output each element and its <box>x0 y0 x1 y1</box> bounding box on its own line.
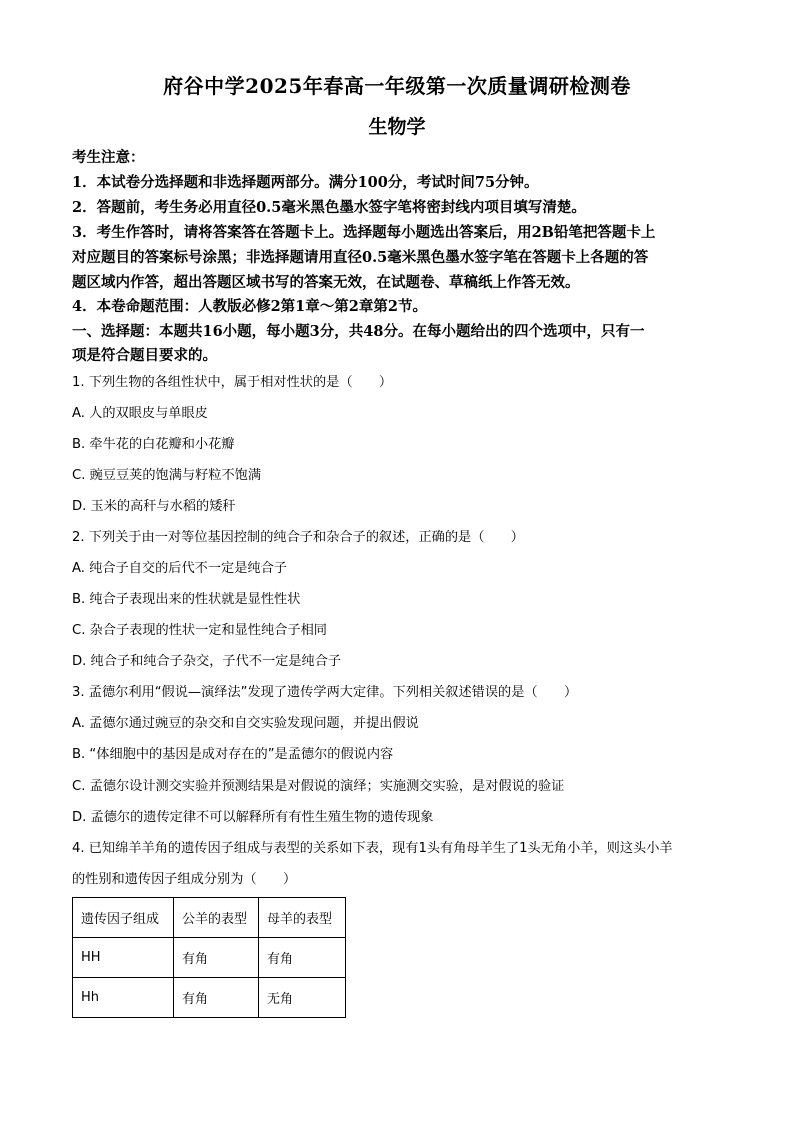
notice-line-4: 对应题目的答案标号涂黑；非选择题请用直径0.5毫米黑色墨水签字笔在答题卡上各题的答 <box>72 249 649 266</box>
table-row <box>73 978 346 1018</box>
table-cell: HH <box>73 938 174 978</box>
table-cell: 无角 <box>259 978 346 1018</box>
table-row <box>73 938 346 978</box>
table-header-cell: 公羊的表型 <box>174 898 259 938</box>
section-heading-line-2: 项是符合题目要求的。 <box>72 347 217 364</box>
subject-title: 生物学 <box>368 116 426 138</box>
question-1-option-a: A. 人的双眼皮与单眼皮 <box>72 406 208 421</box>
table-header-cell: 母羊的表型 <box>259 898 346 938</box>
notice-line-2: 2．答题前，考生务必用直径0.5毫米黑色墨水签字笔将密封线内项目填写清楚。 <box>72 199 586 216</box>
question-1-option-d: D. 玉米的高秆与水稻的矮秆 <box>72 499 236 514</box>
table-header-row <box>73 898 346 938</box>
notice-line-3: 3．考生作答时，请将答案答在答题卡上。选择题每小题选出答案后，用2B铅笔把答题卡上 <box>72 224 656 241</box>
section-heading-line-1: 一、选择题：本题共16小题，每小题3分，共48分。在每小题给出的四个选项中，只有一 <box>72 323 645 340</box>
question-2-option-a: A. 纯合子自交的后代不一定是纯合子 <box>72 561 287 576</box>
table-cell: 有角 <box>174 978 259 1018</box>
question-3-option-d: D. 孟德尔的遗传定律不可以解释所有有性生殖生物的遗传现象 <box>72 810 434 825</box>
notice-line-5: 题区域内作答，超出答题区域书写的答案无效，在试题卷、草稿纸上作答无效。 <box>72 274 580 291</box>
question-2-option-b: B. 纯合子表现出来的性状就是显性性状 <box>72 592 301 607</box>
question-2-option-d: D. 纯合子和纯合子杂交，子代不一定是纯合子 <box>72 654 342 669</box>
question-2-option-c: C. 杂合子表现的性状一定和显性纯合子相同 <box>72 623 327 638</box>
exam-title: 府谷中学2025年春高一年级第一次质量调研检测卷 <box>163 74 631 98</box>
question-3-option-b: B. “体细胞中的基因是成对存在的”是孟德尔的假说内容 <box>72 747 394 762</box>
table-cell: 有角 <box>259 938 346 978</box>
notice-line-6: 4．本卷命题范围：人教版必修2第1章～第2章第2节。 <box>72 298 427 315</box>
question-1-stem: 1. 下列生物的各组性状中，属于相对性状的是（ ） <box>72 375 393 390</box>
genotype-phenotype-table <box>72 897 346 1018</box>
question-3-option-c: C. 孟德尔设计测交实验并预测结果是对假说的演绎；实施测交实验，是对假说的验证 <box>72 779 565 794</box>
notice-line-1: 1．本试卷分选择题和非选择题两部分。满分100分，考试时间75分钟。 <box>72 174 539 191</box>
table-cell: 有角 <box>174 938 259 978</box>
table-header-cell: 遗传因子组成 <box>73 898 174 938</box>
notice-heading: 考生注意： <box>72 149 145 166</box>
question-1-option-c: C. 豌豆豆荚的饱满与籽粒不饱满 <box>72 468 262 483</box>
question-4-stem-line-1: 4. 已知绵羊羊角的遗传因子组成与表型的关系如下表，现有1头有角母羊生了1头无角小羊，则这头小羊 <box>72 841 673 856</box>
question-1-option-b: B. 牵牛花的白花瓣和小花瓣 <box>72 437 235 452</box>
question-2-stem: 2. 下列关于由一对等位基因控制的纯合子和杂合子的叙述，正确的是（ ） <box>72 530 524 545</box>
question-4-stem-line-2: 的性别和遗传因子组成分别为（ ） <box>72 872 297 887</box>
question-3-option-a: A. 孟德尔通过豌豆的杂交和自交实验发现问题，并提出假说 <box>72 716 419 731</box>
table-cell: Hh <box>73 978 174 1018</box>
question-3-stem: 3. 孟德尔利用“假说—演绎法”发现了遗传学两大定律。下列相关叙述错误的是（ ） <box>72 685 578 700</box>
